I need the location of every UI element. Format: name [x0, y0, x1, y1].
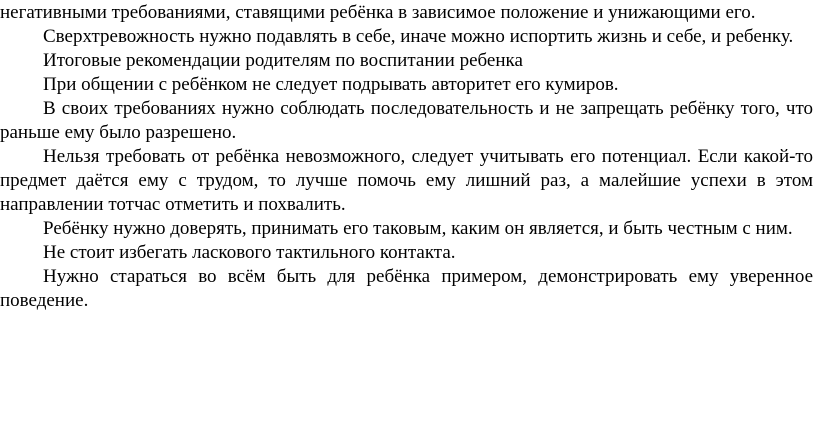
paragraph-example: Нужно стараться во всём быть для ребёнка примером, демонстрировать ему уверенное поведение. — [0, 266, 813, 311]
paragraph-tactile-contact: Не стоит избегать ласкового тактильного контакта. — [43, 242, 456, 263]
paragraph-trust: Ребёнку нужно доверять, принимать его таковым, каким он является, и быть честным с ним. — [43, 218, 793, 239]
paragraph-authority: При общении с ребёнком не следует подрывать авторитет его кумиров. — [43, 74, 619, 95]
paragraph-heading-recommendations: Итоговые рекомендации родителям по воспитании ребенка — [43, 50, 523, 71]
paragraph-continuation: негативными требованиями, ставящими ребёнка в зависимое положение и унижающими его. — [0, 2, 756, 23]
paragraph-overanxiety: Сверхтревожность нужно подавлять в себе, иначе можно испортить жизнь и себе, и ребенку. — [43, 26, 794, 47]
paragraph-potential: Нельзя требовать от ребёнка невозможного, следует учитывать его потенциал. Если какой-то предмет даётся ему с трудом, то лучше помочь ему лишний раз, а малейшие успехи в этом направлении тотчас отметить и похвалить. — [0, 146, 813, 215]
paragraph-consistency: В своих требованиях нужно соблюдать последовательность и не запрещать ребёнку того, что раньше ему было разрешено. — [0, 98, 813, 143]
